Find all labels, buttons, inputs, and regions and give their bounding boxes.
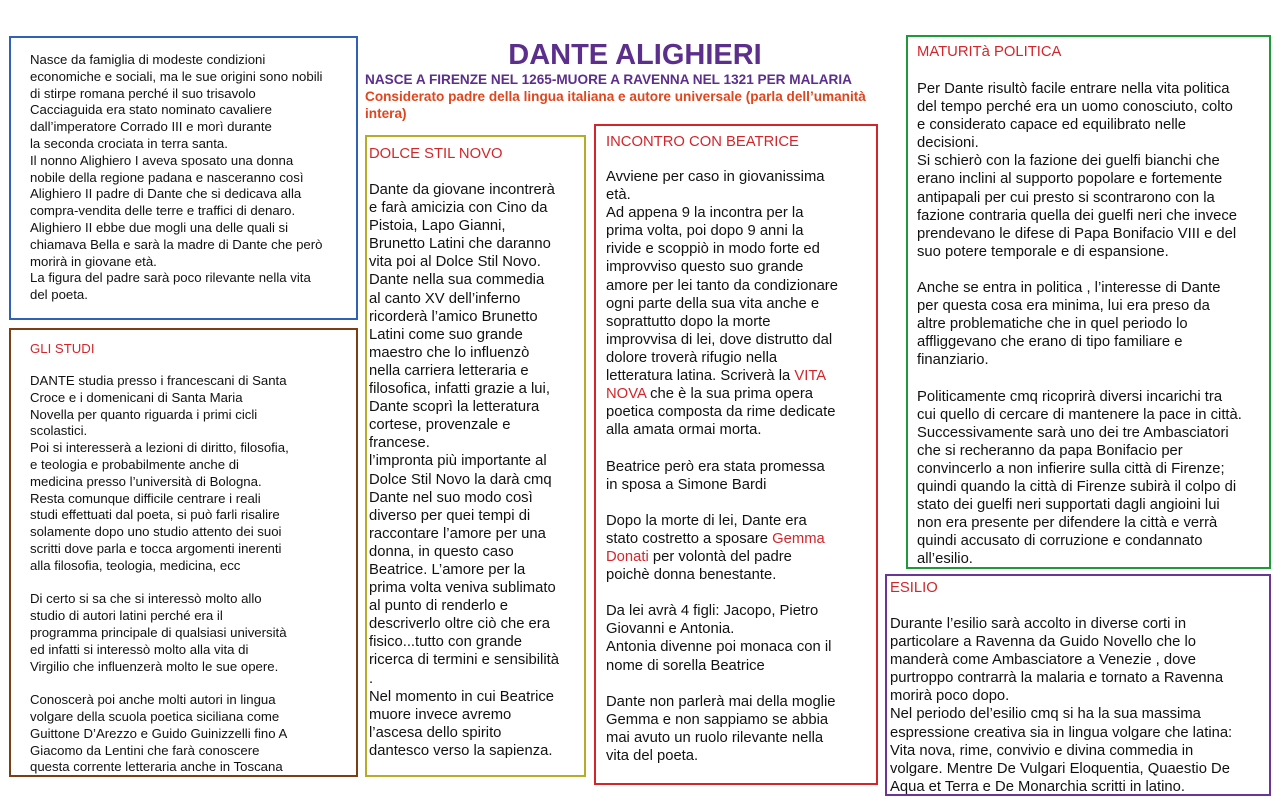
beatrice-text-part-3: per volontà del padre poichè donna benestante. Da lei avrà 4 figli: Jacopo, Pietro Giovanni e Antonia. Antonia divenne poi monaca con il nome di sorella Beatrice Dante non parlerà mai della moglie Gemma e non sappiamo se abbia mai avuto un ruolo rilevante nella vita del poeta. xyxy=(606,548,836,764)
beatrice-text-part-1: Avviene per caso in giovanissima età. Ad appena 9 la incontra per la prima volta, poi dopo 9 anni la rivide e scoppiò in modo forte ed improvviso questo suo grande amore per lei tanto da condizionare ogni parte della sua vita anche e soprattutto dopo la morte improvvisa di lei, dove distrutto dal dolore troverà rifugio nella letteratura latina. Scriverà la xyxy=(606,169,838,385)
studies-heading: GLI STUDI xyxy=(30,341,95,356)
beatrice-box xyxy=(594,124,878,785)
birth-death-subtitle: NASCE A FIRENZE NEL 1265-MUORE A RAVENNA NEL 1321 PER MALARIA xyxy=(365,72,852,87)
page-title: DANTE ALIGHIERI xyxy=(508,39,762,71)
role-subtitle: Considerato padre della lingua italiana e autore universale (parla dell’umanità intera) xyxy=(365,89,866,121)
political-text: Per Dante risultò facile entrare nella vita politica del tempo perché era un uomo conosciuto, colto e considerato capace ed equilibrato nelle decisioni. Si schierò con la fazione dei guelfi bianchi che erano inclini al supporto popolare e fortemente antipapali per cui presto si scontrarono con la fazione contraria quella dei guelfi neri che invece prendevano le difese di Papa Bonifacio VIII e del suo potere temporale e di espansione. Anche se entra in politica , l’interesse di Dante per questa cosa era minima, lui era preso da altre problematiche che in quel periodo lo affliggevano che erano di tipo familiare e finanziario. Politicamente cmq ricoprirà diversi incarichi tra cui quello di cercare di mantenere la pace in città. Successivamente sarà uno dei tre Ambasciatori che si recheranno da papa Bonifacio per convincerlo a non infierire sulla città di Firenze; quindi quando la città di Firenze subirà il colpo di stato dei guelfi neri supportati dagli angioini lui non era presente per difendere la città e verrà quindi accusato di corruzione e condannato all’esilio. xyxy=(917,81,1242,568)
stil-novo-text: Dante da giovane incontrerà e farà amicizia con Cino da Pistoia, Lapo Gianni, Brunetto Latini che daranno vita poi al Dolce Stil Novo. Dante nella sua commedia al canto XV dell’inferno ricorderà l’amico Brunetto Latini come suo grande maestro che lo influenzò nella carriera letteraria e filosofica, infatti grazie a lui, Dante scoprì la letteratura cortese, provenzale e francese. l’impronta più importante al Dolce Stil Novo la darà cmq Dante nel suo modo così diverso per quei tempi di raccontare l’amore per una donna, in questo caso Beatrice. L’amore per la prima volta veniva sublimato al punto di renderlo e descriverlo oltre ciò che era fisico...tutto con grande ricerca di termini e sensibilità . Nel momento in cui Beatrice muore invece avremo l’ascesa dello spirito dantesco verso la sapienza. xyxy=(369,182,559,759)
political-heading: MATURITà POLITICA xyxy=(917,44,1062,60)
studies-text: DANTE studia presso i francescani di Santa Croce e i domenicani di Santa Maria Novella per quanto riguarda i primi cicli scolastici. Poi si interesserà a lezioni di diritto, filosofia, e teologia e probabilmente anche di medicina presso l’università di Bologna. Resta comunque difficile centrare i reali studi effettuati dal poeta, si può farli risalire solamente dopo uno studio attento dei suoi scritti dove parla e tocca argomenti inerenti alla filosofia, teologia, medicina, ecc Di certo si sa che si interessò molto allo studio di autori latini perché era il programma principale di qualsiasi università ed infatti si interessò molto alla vita di Virgilio che influenzerà molto le sue opere. Conoscerà poi anche molti autori in lingua volgare della scuola poetica siciliana come Guittone D’Arezzo e Guido Guinizzelli fino A Giacomo da Lentini che farà conoscere questa corrente letteraria anche in Toscana xyxy=(30,373,289,775)
dolce-stil-novo-box xyxy=(365,135,586,777)
beatrice-heading: INCONTRO CON BEATRICE xyxy=(606,134,799,150)
exile-box xyxy=(885,574,1271,796)
exile-heading: ESILIO xyxy=(890,580,938,596)
title-block xyxy=(365,38,905,122)
stil-novo-heading: DOLCE STIL NOVO xyxy=(369,146,503,162)
vita-nova-highlight: VITA NOVA xyxy=(606,368,827,403)
family-origins-text: Nasce da famiglia di modeste condizioni economiche e sociali, ma le sue origini sono nobili di stirpe romana perché il suo trisavolo Cacciaguida era stato nominato cavaliere dall’imperatore Corrado III e morì durante la seconda crociata in terra santa. Il nonno Alighiero I aveva sposato una donna nobile della regione padana e nasceranno così Alighiero II padre di Dante che si dedicava alla compra-vendita delle terre e traffici di denaro. Alighiero II ebbe due mogli una delle quali si chiamava Bella e sarà la madre di Dante che però morirà in giovane età. La figura del padre sarà poco rilevante nella vita del poeta. xyxy=(30,52,323,303)
gemma-donati-highlight: Gemma Donati xyxy=(606,530,825,565)
beatrice-text xyxy=(606,168,876,765)
studies-box xyxy=(9,328,358,777)
family-origins-box xyxy=(9,36,358,320)
beatrice-text-part-2: che è la sua prima opera poetica composta da rime dedicate alla amata ormai morta. Beatrice però era stata promessa in sposa a Simone Bardi Dopo la morte di lei, Dante era stato costretto a sposare xyxy=(606,386,836,547)
exile-text: Durante l’esilio sarà accolto in diverse corti in particolare a Ravenna da Guido Novello che lo manderà come Ambasciatore a Venezie , dove purtroppo contrarrà la malaria e tornato a Ravenna morirà poco dopo. Nel periodo del’esilio cmq si ha la sua massima espressione creativa sia in lingua volgare che latina: Vita nova, rime, convivio e divina commedia in volgare. Mentre De Vulgari Eloquentia, Quaestio De Aqua et Terra e De Monarchia scritti in latino. xyxy=(890,616,1233,795)
political-maturity-box xyxy=(906,35,1271,569)
